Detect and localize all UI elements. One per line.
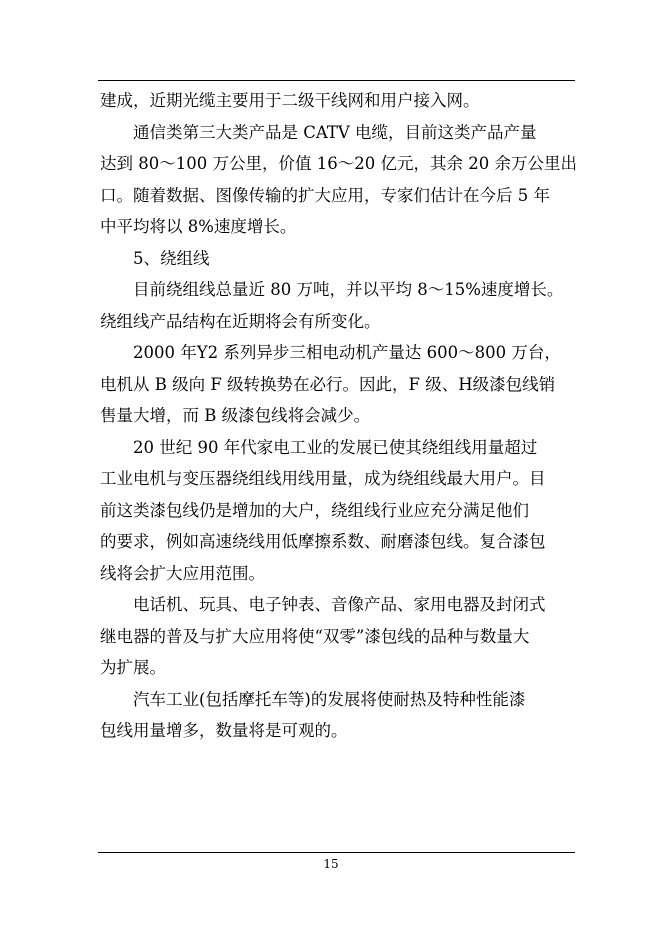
page-number: 15: [323, 857, 339, 871]
header-rule: [98, 80, 575, 81]
text-line: 20 世纪 90 年代家电工业的发展已使其绕组线用量超过: [133, 437, 538, 457]
text-line: 售量大增，而 B 级漆包线将会减少。: [100, 406, 371, 425]
text-line: 口。随着数据、图像传输的扩大应用，专家们估计在今后 5 年: [100, 185, 550, 205]
text-line: 绕组线产品结构在近期将会有所变化。: [100, 311, 381, 331]
text-line: 的要求，例如高速绕线用低摩擦系数、耐磨漆包线。复合漆包: [100, 532, 546, 551]
text-line: 为扩展。: [100, 658, 166, 677]
text-line: 目前绕组线总量近 80 万吨，并以平均 8～15%速度增长。: [133, 280, 564, 299]
text-line: 中平均将以 8%速度增长。: [100, 217, 297, 236]
text-line: 包线用量增多，数量将是可观的。: [100, 721, 348, 740]
text-line: 工业电机与变压器绕组线用线用量，成为绕组线最大用户。目: [100, 469, 546, 488]
text-line: 2000 年Y2 系列异步三相电动机产量达 600～800 万台，: [133, 343, 561, 362]
text-line: 电话机、玩具、电子钟表、音像产品、家用电器及封闭式: [133, 595, 546, 614]
text-line: 建成，近期光缆主要用于二级干线网和用户接入网。: [100, 91, 480, 110]
text-line: 通信类第三大类产品是 CATV 电缆，目前这类产品产量: [133, 122, 537, 142]
text-line: 电机从 B 级向 F 级转换势在必行。因此，F 级、H级漆包线销: [100, 374, 556, 394]
text-line: 5、绕组线: [133, 248, 210, 268]
text-line: 达到 80～100 万公里，价值 16～20 亿元，其余 20 余万公里出: [100, 154, 577, 173]
text-line: 继电器的普及与扩大应用将使“双零”漆包线的品种与数量大: [100, 626, 530, 646]
text-line: 前这类漆包线仍是增加的大户，绕组线行业应充分满足他们: [100, 500, 529, 520]
text-line: 汽车工业(包括摩托车等)的发展将使耐热及特种性能漆: [133, 689, 526, 709]
footer-rule: [98, 852, 575, 853]
document-body: [100, 85, 576, 747]
text-line: 线将会扩大应用范围。: [100, 563, 265, 583]
